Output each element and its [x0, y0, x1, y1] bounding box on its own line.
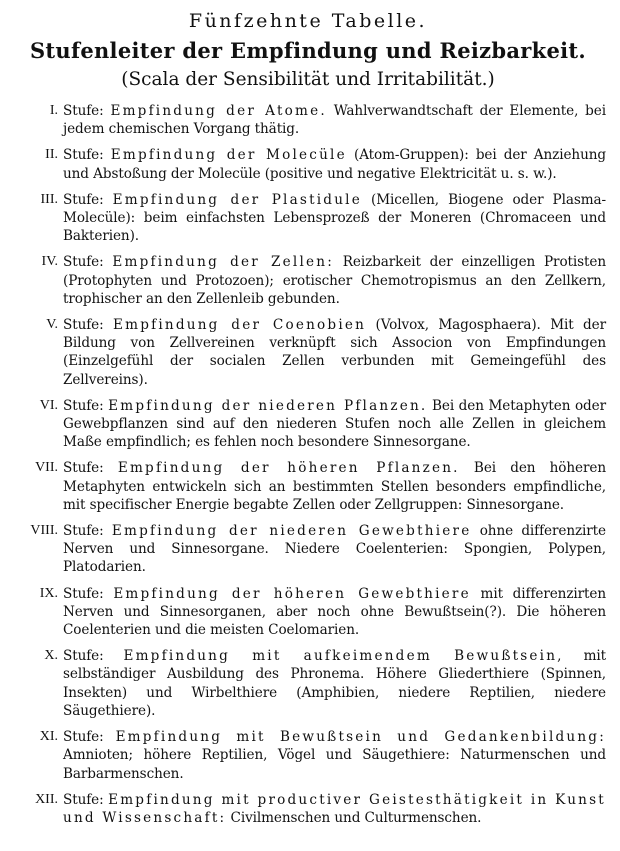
- stage-number: XII.: [35, 791, 58, 807]
- stage-entry-1: [10, 102, 606, 138]
- stage-text: [63, 647, 606, 720]
- stage-description: ohne differenzirte Nerven und Sinnesorgane. Niedere Coelenterien: Spongien, Polypen, Platodarien.: [63, 523, 606, 576]
- stage-number: VII.: [35, 460, 58, 476]
- stage-list: [10, 102, 606, 827]
- stage-description: (Atom-Gruppen): bei der Anziehung und Abstoßung der Molecüle (positive und negative Elektricität u. s. w.).: [63, 147, 607, 182]
- stage-text: [63, 728, 606, 783]
- stage-number: VIII.: [30, 523, 58, 539]
- stage-text: [63, 253, 606, 308]
- stage-number: III.: [40, 191, 58, 207]
- stage-description: Bei den höheren Metaphyten entwickeln sich an bestimmten Stellen besonders empfindliche, mit specifischer Energie begabte Zellen oder Zellgruppen: Sinnesorgane.: [63, 460, 606, 513]
- stage-label: Stufe:: [63, 397, 104, 414]
- stage-number: IX.: [39, 585, 58, 601]
- stage-text: [63, 102, 606, 138]
- stage-label: Stufe:: [63, 585, 104, 602]
- stage-heading: Empfindung der Zellen:: [112, 254, 334, 271]
- stage-heading: Empfindung mit Bewußtsein und Gedankenbildung:: [115, 729, 606, 746]
- stage-label: Stufe:: [63, 103, 104, 119]
- stage-entry-11: [10, 728, 606, 783]
- stage-label: Stufe:: [63, 191, 104, 208]
- stage-label: Stufe:: [63, 147, 104, 164]
- stage-heading: Empfindung der höheren Gewebthiere: [113, 585, 471, 602]
- stage-description: mit differenzirten Nerven und Sinnesorganen, aber noch ohne Bewußtsein(?). Die höheren Coelenterien und die meisten Coelomarien.: [63, 585, 606, 639]
- stage-label: Stufe:: [63, 254, 104, 271]
- stage-number: XI.: [39, 729, 58, 745]
- stage-heading: Empfindung der niederen Gewebthiere: [111, 523, 472, 540]
- stage-label: Stufe:: [63, 460, 104, 477]
- stage-description: mit selbständiger Ausbildung des Phronema. Höhere Gliederthiere (Spinnen, Insekten) und Wirbelthiere (Amphibien, niedere Reptilien, niedere Säugethiere).: [63, 648, 606, 719]
- stage-number: VI.: [39, 397, 58, 413]
- stage-entry-3: [10, 191, 606, 246]
- stage-heading: Empfindung der niederen Pflanzen.: [108, 397, 428, 414]
- stage-description: Wahlverwandtschaft der Elemente, bei jedem chemischen Vorgang thätig.: [63, 103, 606, 138]
- stage-description: (Volvox, Magosphaera). Mit der Bildung von Zellvereinen verknüpft sich Associon von Empfindungen (Einzelgefühl der socialen Zellen verbunden mit Gemeingefühl des Zellvereins).: [63, 317, 606, 388]
- stage-entry-12: [10, 791, 606, 827]
- stage-number: I.: [49, 103, 58, 118]
- stage-text: [63, 146, 606, 182]
- stage-text: [63, 791, 606, 827]
- stage-description: (Micellen, Biogene oder Plasma-Molecüle): beim einfachsten Lebensprozeß der Moneren (Chromaceen und Bakterien).: [63, 191, 606, 245]
- stage-text: [63, 459, 606, 514]
- stage-label: Stufe:: [63, 729, 104, 746]
- stage-heading: Empfindung der Plastidule: [112, 191, 362, 208]
- stage-description: Reizbarkeit der einzelligen Protisten (Protophyten und Protozoen); erotischer Chemotropismus an den Zellkern, trophischer an den Zellenleib gebunden.: [63, 254, 606, 307]
- stage-number: X.: [44, 648, 58, 664]
- page-title: Stufenleiter der Empfindung und Reizbarkeit.: [29, 38, 587, 63]
- stage-entry-7: [10, 459, 606, 514]
- stage-description: Civilmenschen und Culturmenschen.: [226, 809, 482, 826]
- stage-heading: Empfindung der Coenobien: [113, 317, 367, 334]
- stage-entry-4: [10, 253, 606, 308]
- stage-heading: Empfindung der Atome.: [110, 103, 327, 119]
- stage-entry-10: [10, 647, 606, 720]
- stage-text: [63, 522, 606, 577]
- stage-text: [63, 585, 606, 640]
- stage-heading: Empfindung der Molecüle: [110, 147, 347, 164]
- stage-text: [63, 397, 606, 452]
- stage-entry-2: [10, 146, 606, 182]
- stage-description: Amnioten; höhere Reptilien, Vögel und Säugethiere: Naturmenschen und Barbarmenschen.: [63, 747, 606, 782]
- stage-text: [63, 316, 606, 389]
- stage-text: [63, 191, 606, 246]
- stage-heading: Empfindung mit aufkeimendem Bewußtsein,: [123, 648, 564, 665]
- stage-number: IV.: [41, 254, 58, 270]
- page-subtitle: (Scala der Sensibilität und Irritabilität.): [121, 69, 495, 90]
- stage-entry-9: [10, 585, 606, 640]
- stage-entry-5: [10, 316, 606, 389]
- stage-entry-6: [10, 397, 606, 452]
- stage-heading: Empfindung der höheren Pflanzen.: [117, 460, 460, 477]
- stage-label: Stufe:: [63, 648, 104, 665]
- stage-label: Stufe:: [63, 317, 104, 334]
- document-header: [10, 8, 606, 94]
- stage-number: V.: [46, 317, 58, 333]
- stage-heading: Empfindung mit productiver Geistesthätigkeit in Kunst und Wissenschaft:: [63, 791, 606, 826]
- stage-entry-8: [10, 522, 606, 577]
- stage-label: Stufe:: [63, 791, 104, 808]
- stage-number: II.: [45, 147, 58, 163]
- stage-description: Bei den Metaphyten oder Gewebpflanzen sind auf den niederen Stufen noch alle Zellen in gleichem Maße empfindlich; es fehlen noch besondere Sinnesorgane.: [63, 397, 606, 451]
- stage-label: Stufe:: [63, 523, 104, 540]
- table-number-title: Fünfzehnte Tabelle.: [188, 10, 428, 32]
